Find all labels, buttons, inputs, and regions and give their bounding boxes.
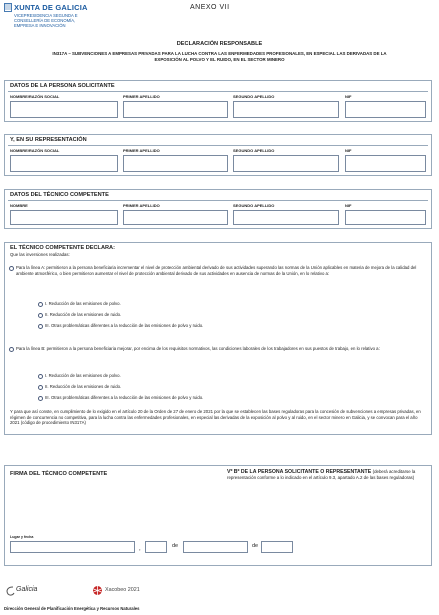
lugar-fecha-label: Lugar y fecha [10, 535, 34, 539]
declara-intro: Que las inversiones realizadas: [10, 252, 70, 257]
tecnico-primer-apellido-input[interactable] [123, 210, 228, 225]
label-nif: NIF [345, 148, 352, 153]
divider [8, 200, 428, 201]
declara-title: EL TÉCNICO COMPETENTE DECLARA: [10, 245, 115, 251]
solicitante-nombre-input[interactable] [10, 101, 118, 118]
representante-primer-apellido-input[interactable] [123, 155, 228, 172]
linea-a-text: Para la línea A: permitieron a la persona beneficiaria incrementar el nivel de protección ambiental derivado de sus actividades superando las normas de la Unión aplicables en materia de mejora de la calidad del ambiente atmosférico, o bien permitieron aumentar el nivel de protección ambiental derivado de sus actividades en ausencia de normas de la Unión, en lo relativo a: [16, 265, 417, 276]
label-nombre: NOMBRE/RAZÓN SOCIAL [10, 94, 60, 99]
galicia-swirl-icon [5, 585, 15, 597]
annex-label: ANEXO VII [190, 4, 230, 11]
linea-b-option-2-radio[interactable] [38, 385, 43, 390]
divider [8, 145, 428, 146]
section-representacion [4, 134, 432, 176]
year-input[interactable] [261, 541, 293, 553]
comma-separator: , [139, 546, 141, 552]
linea-a-option-3-radio[interactable] [38, 324, 43, 329]
xacobeo-logo-text: Xacobeo 2021 [105, 587, 140, 593]
solicitante-segundo-apellido-input[interactable] [233, 101, 339, 118]
xunta-logo [4, 3, 104, 35]
linea-a-option-2-radio[interactable] [38, 313, 43, 318]
section-solicitante [4, 80, 432, 122]
linea-b-option-2: II. Reducción de las emisiones de ruido. [45, 384, 122, 389]
month-input[interactable] [183, 541, 248, 553]
label-nif: NIF [345, 94, 352, 99]
label-nombre: NOMBRE [10, 203, 28, 208]
representante-segundo-apellido-input[interactable] [233, 155, 339, 172]
lugar-input[interactable] [10, 541, 135, 553]
de-label-1: de [172, 543, 179, 549]
label-segundo-apellido: SEGUNDO APELLIDO [233, 203, 275, 208]
firma-tecnico-title: FIRMA DEL TÉCNICO COMPETENTE [10, 471, 108, 477]
galicia-logo-text: Galicia [16, 586, 38, 593]
linea-b-option-3: III. Otras problemáticas diferentes a la reducción de las emisiones de polvo y ruido. [45, 395, 204, 400]
section-title: DATOS DE LA PERSONA SOLICITANTE [10, 83, 115, 89]
logo-title: XUNTA DE GALICIA [14, 3, 88, 12]
linea-b-option-1: I. Reducción de las emisiones de polvo. [45, 373, 121, 378]
section-tecnico [4, 189, 432, 229]
vb-note: (deberá acreditarse la representación conforme a lo indicado en el artículo 9.3, apartado A.2 de las bases reguladoras) [227, 469, 416, 481]
label-primer-apellido: PRIMER APELLIDO [123, 203, 160, 208]
linea-b-radio[interactable] [9, 347, 14, 352]
label-segundo-apellido: SEGUNDO APELLIDO [233, 148, 275, 153]
linea-b-text: Para la línea B: permitieron a la persona beneficiaria mejorar, por encima de los requisitos normativos, las condiciones laborales de los trabajadores en sus puestos de trabajo, en lo relativo a: [16, 346, 380, 351]
section-declaracion [4, 242, 432, 435]
section-title: DATOS DEL TÉCNICO COMPETENTE [10, 192, 109, 198]
section-title: Y, EN SU REPRESENTACIÓN [10, 137, 87, 143]
document-header [0, 0, 439, 36]
galicia-logo [5, 584, 65, 598]
linea-a-option-2: II. Reducción de las emisiones de ruido. [45, 312, 122, 317]
footer-logos [0, 582, 439, 600]
logo-subtitle: VICEPRESIDENCIA SEGUNDA E CONSELLERÍA DE ECONOMÍA, EMPRESA E INNOVACIÓN [14, 13, 78, 29]
tecnico-segundo-apellido-input[interactable] [233, 210, 339, 225]
de-label-2: de [252, 543, 259, 549]
linea-a-radio[interactable] [9, 266, 14, 271]
solicitante-primer-apellido-input[interactable] [123, 101, 228, 118]
label-primer-apellido: PRIMER APELLIDO [123, 148, 160, 153]
linea-a-option-3: III. Otras problemáticas diferentes a la reducción de las emisiones de polvo y ruido. [45, 323, 204, 328]
document-title: DECLARACIÓN RESPONSABLE [176, 41, 263, 47]
section-firma [4, 465, 432, 566]
vb-block [227, 469, 427, 482]
declara-closing: Y para que así conste, en cumplimiento de lo exigido en el artículo 20 de la Orden de 27 de enero de 2021 por la que se establecen las bases reguladoras para la concesión de subvenciones a empresas privadas, en régimen de concurrencia no competitiva, para la lucha contra las enfermedades profesionales, en especial las derivadas de la exposición al polvo y al ruido, en el sector minero en Galicia, y se convocan para el año 2021 (código de procedimiento IN317A) [10, 409, 421, 426]
divider [8, 91, 428, 92]
label-nombre: NOMBRE/RAZÓN SOCIAL [10, 148, 60, 153]
linea-a-option-1-radio[interactable] [38, 302, 43, 307]
document-subtitle: IN317A – SUBVENCIONES A EMPRESAS PRIVADAS PARA LA LUCHA CONTRA LAS ENFERMEDADES PROFESIONALES, EN ESPECIAL LAS DERIVADAS DE LA EXPOSICIÓN AL POLVO Y EL RUIDO, EN EL SECTOR MINERO [52, 51, 387, 62]
tecnico-nif-input[interactable] [345, 210, 426, 225]
tecnico-nombre-input[interactable] [10, 210, 118, 225]
xacobeo-logo [92, 584, 162, 598]
label-nif: NIF [345, 203, 352, 208]
linea-b-option-3-radio[interactable] [38, 396, 43, 401]
representante-nif-input[interactable] [345, 155, 426, 172]
linea-a-option-1: I. Reducción de las emisiones de polvo. [45, 301, 121, 306]
label-segundo-apellido: SEGUNDO APELLIDO [233, 94, 275, 99]
label-primer-apellido: PRIMER APELLIDO [123, 94, 160, 99]
day-input[interactable] [145, 541, 167, 553]
xunta-shield-icon [4, 3, 12, 12]
representante-nombre-input[interactable] [10, 155, 118, 172]
footer-directorate: Dirección General de Planificación Energética y Recursos Naturales [4, 606, 140, 611]
xacobeo-shell-icon [92, 585, 103, 596]
vb-title: Vº Bº DE LA PERSONA SOLICITANTE O REPRESENTANTE [227, 469, 372, 475]
linea-b-option-1-radio[interactable] [38, 374, 43, 379]
solicitante-nif-input[interactable] [345, 101, 426, 118]
